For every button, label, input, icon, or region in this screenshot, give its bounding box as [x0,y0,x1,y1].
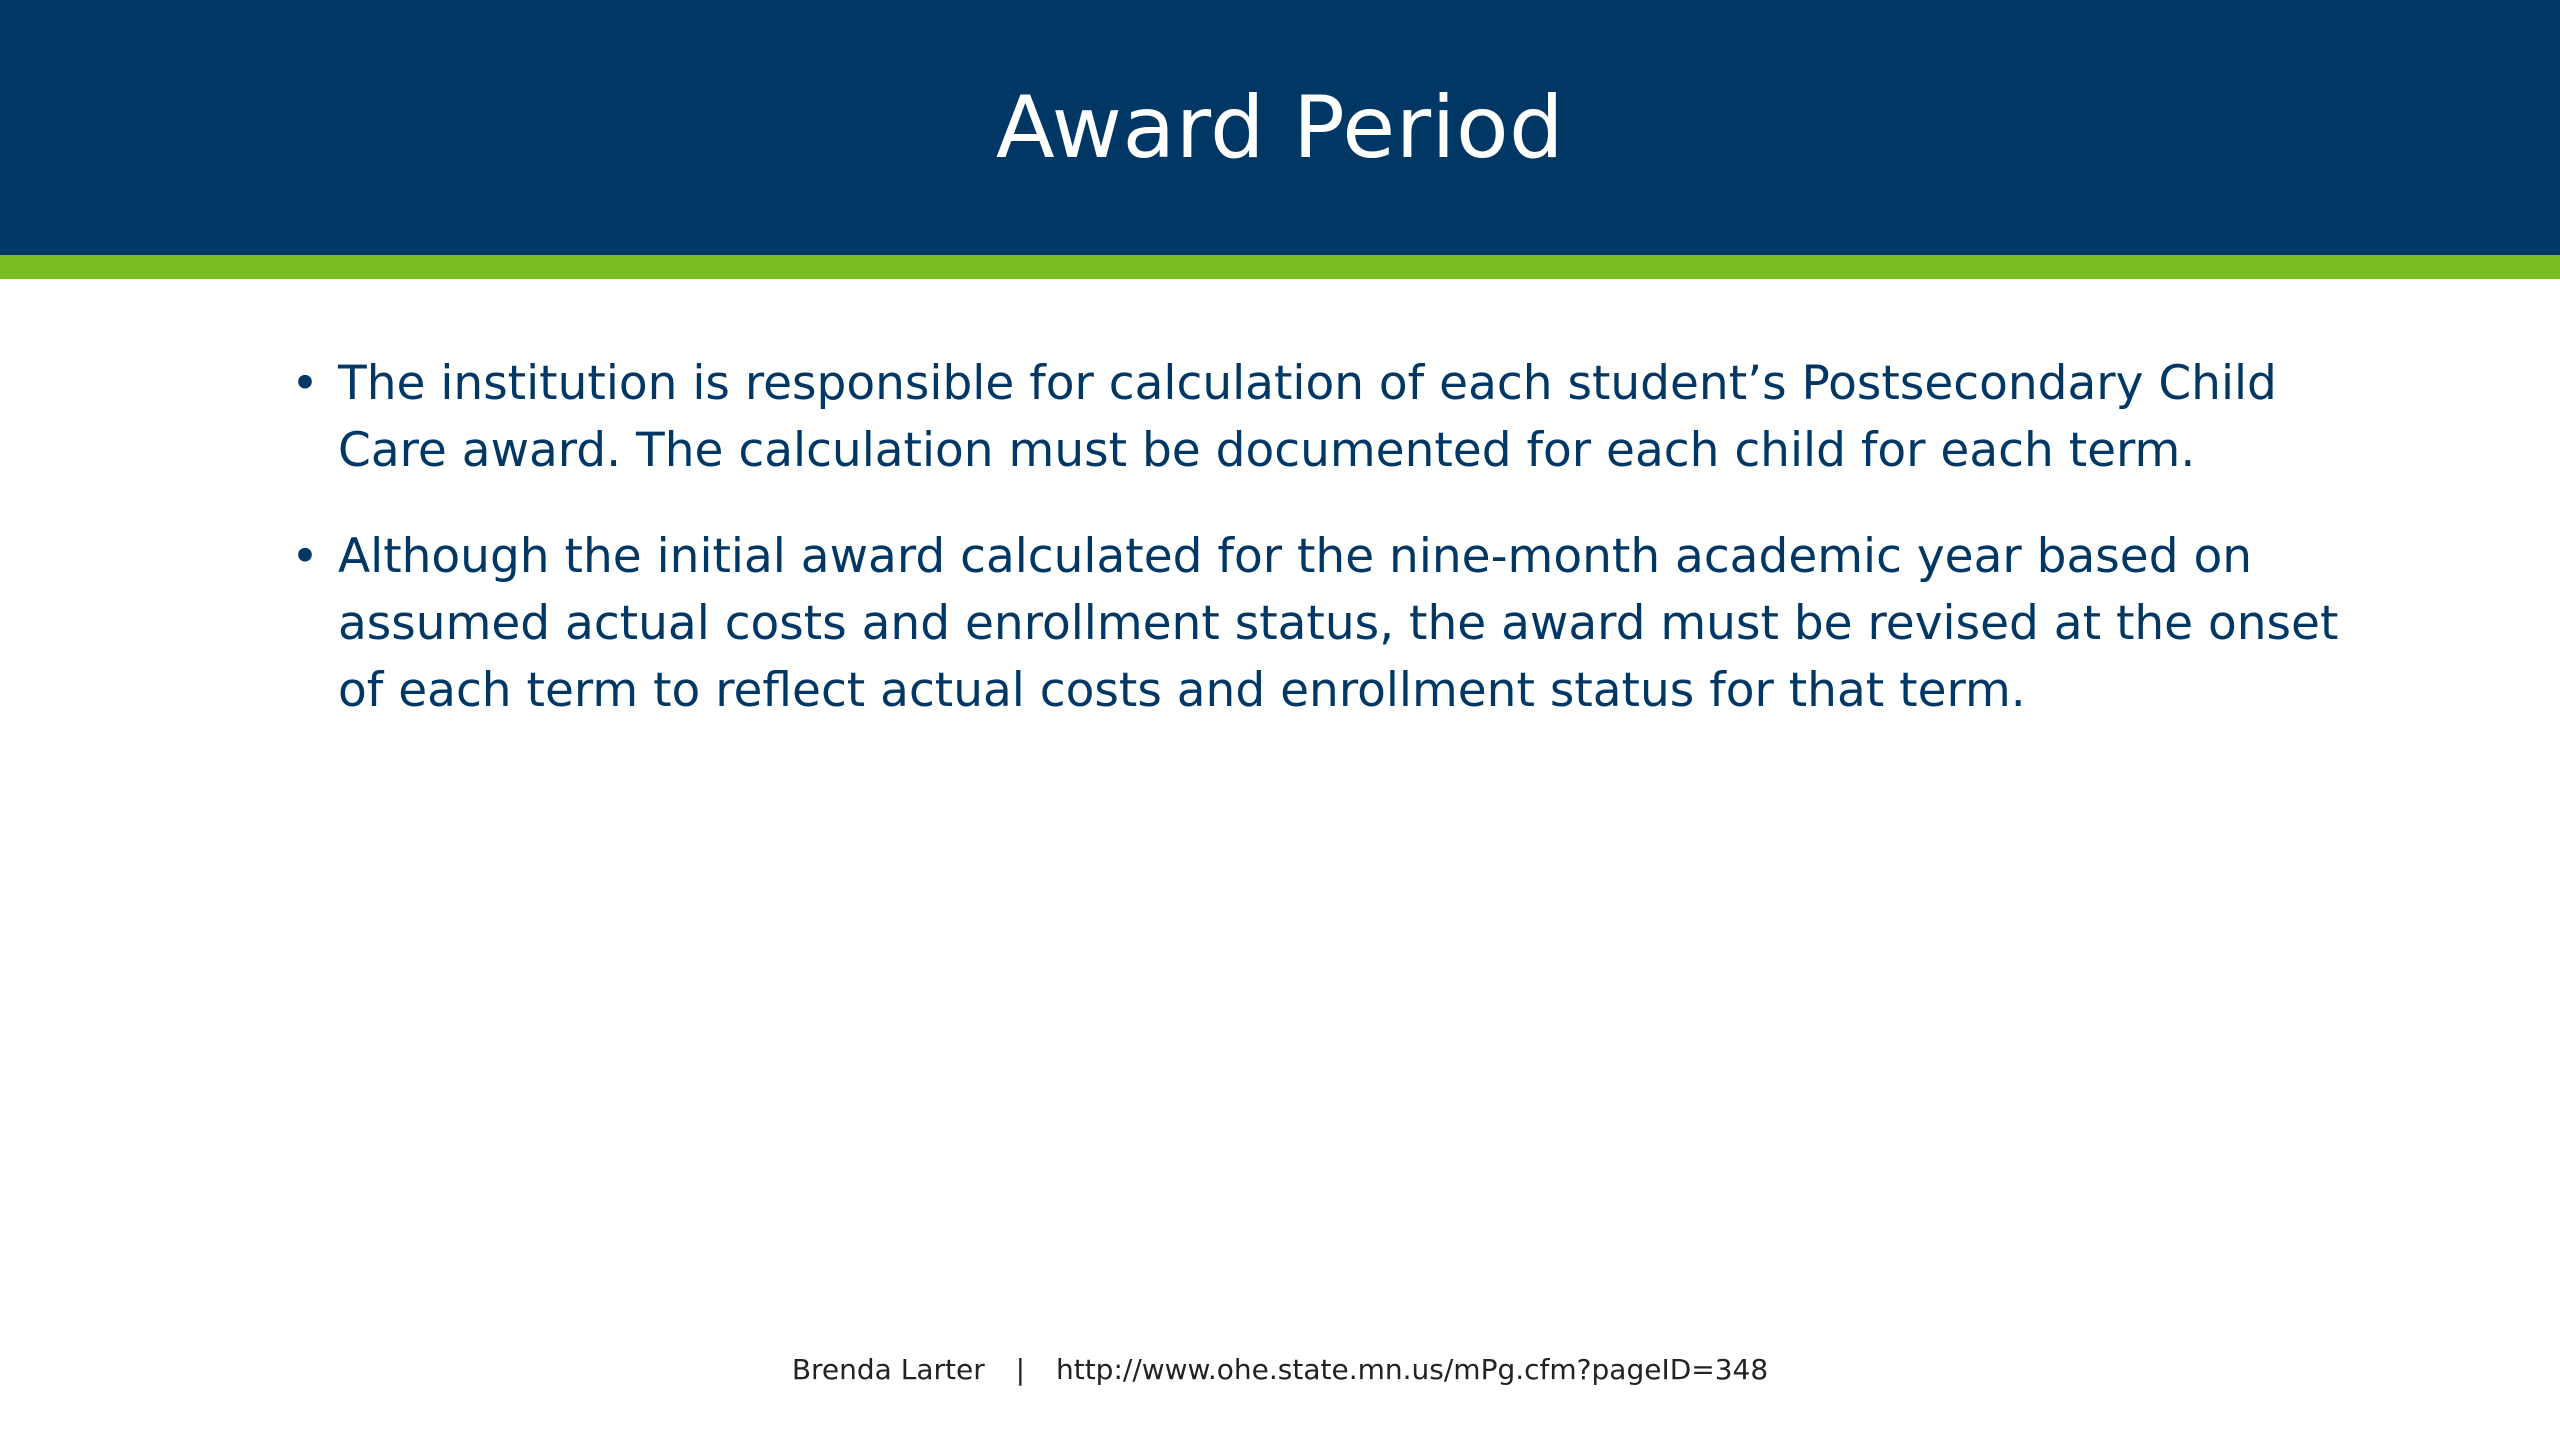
bullet-marker: • [291,356,319,411]
bullet-text: Although the initial award calculated for the nine-month academic year based on assumed actual costs and enrollment status, the award must be revised at the onset of each term to reflect actual costs and enrollment status for that term. [338,529,2339,718]
slide-footer [0,1350,2560,1390]
bullet-item-2 [291,523,2398,724]
slide-title: Award Period [995,77,1565,178]
accent-bar [0,255,2560,279]
bullet-text: The institution is responsible for calculation of each student’s Postsecondary Child Care award. The calculation must be documented for each child for each term. [338,356,2277,478]
footer-author: Brenda Larter [791,1353,985,1386]
bullet-list [0,350,2560,724]
footer-url: http://www.ohe.state.mn.us/mPg.cfm?pageID=348 [1055,1353,1769,1386]
footer-separator: | [1015,1353,1026,1386]
bullet-marker: • [291,529,319,584]
slide-content [0,350,2560,763]
bullet-item-1 [291,350,2398,484]
